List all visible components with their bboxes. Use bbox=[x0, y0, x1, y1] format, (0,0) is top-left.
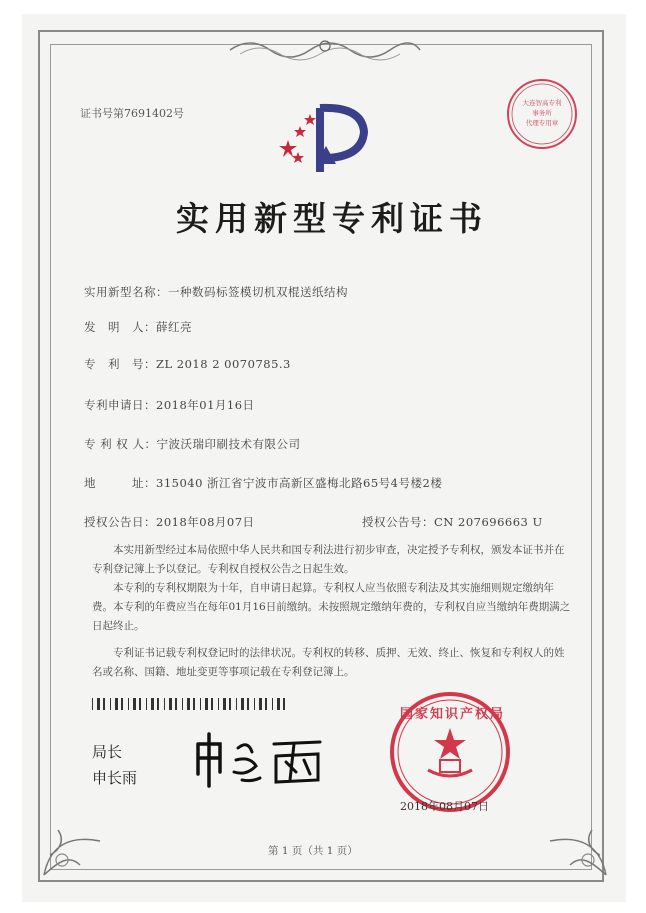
ornament-bottom-left bbox=[40, 805, 110, 880]
barcode-bar bbox=[272, 698, 273, 710]
barcode-bar bbox=[247, 698, 249, 710]
barcode-bar bbox=[265, 698, 267, 710]
director-name: 申长雨 bbox=[92, 769, 138, 787]
certificate-body bbox=[92, 541, 572, 682]
seal-date: 2018年08月07日 bbox=[400, 800, 489, 813]
barcode-bar bbox=[151, 698, 154, 710]
agency-stamp-text: 大连智高专利 事务所 代理专用章 bbox=[522, 99, 562, 127]
barcode-bar bbox=[241, 698, 244, 710]
barcode-bar bbox=[187, 698, 190, 710]
patentee-label: 专 利 权 人： bbox=[84, 437, 157, 451]
barcode-bar bbox=[133, 698, 136, 710]
grant-number-label: 授权公告号： bbox=[362, 515, 434, 529]
barcode-bar bbox=[193, 698, 195, 710]
barcode-bar bbox=[236, 698, 237, 710]
barcode-bar bbox=[139, 698, 141, 710]
grant-date-label: 授权公告日： bbox=[84, 515, 156, 529]
grant-number-row bbox=[362, 514, 543, 530]
utility-model-name-row bbox=[84, 284, 348, 300]
address-row bbox=[84, 475, 442, 491]
director-title: 局长 bbox=[92, 743, 123, 761]
barcode-bar bbox=[200, 698, 201, 710]
filing-date-value: 2018年01月16日 bbox=[156, 398, 255, 412]
barcode-bar bbox=[254, 698, 255, 710]
inventor-label: 发 明 人： bbox=[84, 320, 156, 334]
ornament-top-center bbox=[230, 36, 420, 62]
patent-number-value: ZL 2018 2 0070785.3 bbox=[156, 357, 291, 371]
barcode-bar bbox=[97, 698, 100, 710]
barcode-bar bbox=[182, 698, 183, 710]
barcode-bar bbox=[229, 698, 231, 710]
certificate-title: 实用新型专利证书 bbox=[176, 199, 488, 238]
utility-model-name-label: 实用新型名称： bbox=[84, 285, 168, 299]
patent-office-logo bbox=[272, 100, 382, 180]
grant-number-value: CN 207696663 U bbox=[434, 515, 543, 529]
filing-date-label: 专利申请日： bbox=[84, 398, 156, 412]
certificate-number: 证书号第7691402号 bbox=[80, 107, 184, 120]
barcode-bar bbox=[218, 698, 219, 710]
barcode-bar bbox=[211, 698, 213, 710]
patent-number-label: 专 利 号： bbox=[84, 357, 156, 371]
barcode-bar bbox=[121, 698, 123, 710]
barcode-bar bbox=[277, 698, 280, 710]
barcode-bar bbox=[259, 698, 262, 710]
barcode-bar bbox=[169, 698, 172, 710]
address-label: 地 址： bbox=[84, 476, 156, 490]
barcode-bar bbox=[223, 698, 226, 710]
page-footer: 第 1 页（共 1 页） bbox=[268, 845, 358, 857]
barcode-bar bbox=[128, 698, 129, 710]
barcode-bar bbox=[115, 698, 118, 710]
handwritten-signature bbox=[190, 730, 330, 790]
grant-date-value: 2018年08月07日 bbox=[156, 515, 255, 529]
seal-text: 国家知识产权局 bbox=[400, 707, 506, 722]
patentee-value: 宁波沃瑞印刷技术有限公司 bbox=[156, 437, 301, 451]
patentee-row bbox=[84, 436, 300, 452]
patent-number-row bbox=[84, 356, 291, 372]
utility-model-name-value: 一种数码标签模切机双棍送纸结构 bbox=[168, 285, 348, 299]
barcode-bar bbox=[103, 698, 105, 710]
body-paragraph-1: 本实用新型经过本局依照中华人民共和国专利法进行初步审查，决定授予专利权，颁发本证书并在专利登记簿上予以登记。专利权自授权公告之日起生效。 bbox=[92, 544, 565, 575]
address-value: 315040 浙江省宁波市高新区盛梅北路65号4号楼2楼 bbox=[156, 476, 443, 490]
barcode-bar bbox=[92, 698, 93, 710]
body-paragraph-3: 专利证书记载专利权登记时的法律状况。专利权的转移、质押、无效、终止、恢复和专利权人的姓名或名称、国籍、地址变更等事项记载在专利登记簿上。 bbox=[92, 647, 565, 678]
grant-date-row bbox=[84, 514, 255, 530]
ornament-bottom-right bbox=[540, 805, 610, 880]
filing-date-row bbox=[84, 397, 255, 413]
barcode-bar bbox=[110, 698, 111, 710]
body-paragraph-2: 本专利的专利权期限为十年，自申请日起算。专利权人应当依照专利法及其实施细则规定缴纳年费。本专利的年费应当在每年01月16日前缴纳。未按照规定缴纳年费的，专利权自应当缴纳年费期满之日起终止。 bbox=[92, 582, 571, 632]
barcode-bar bbox=[164, 698, 165, 710]
barcode bbox=[92, 698, 292, 710]
barcode-bar bbox=[283, 698, 285, 710]
inventor-row bbox=[84, 319, 192, 335]
barcode-bar bbox=[175, 698, 177, 710]
barcode-bar bbox=[205, 698, 208, 710]
inventor-value: 薛红亮 bbox=[156, 320, 192, 334]
barcode-bar bbox=[157, 698, 159, 710]
barcode-bar bbox=[146, 698, 147, 710]
